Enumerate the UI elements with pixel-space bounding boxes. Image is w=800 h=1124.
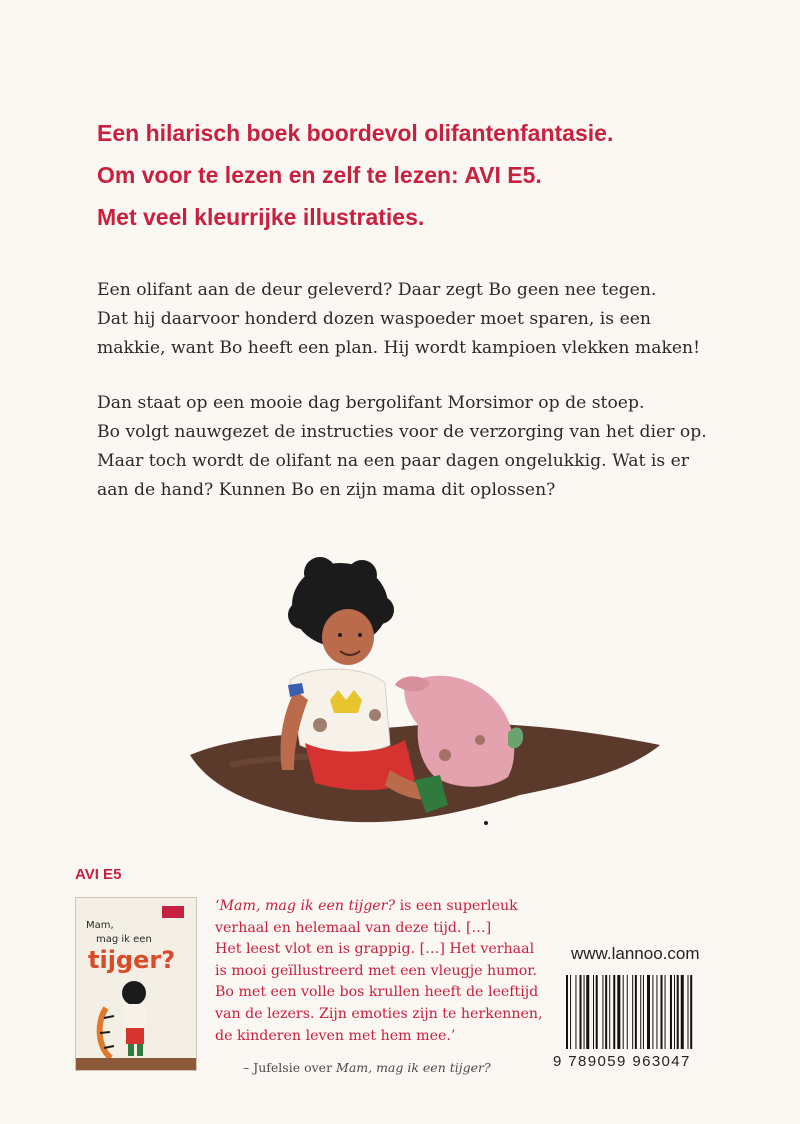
- blurb: [97, 276, 737, 531]
- review-book-title: Mam, mag ik een tijger?: [219, 898, 396, 914]
- open-quote: ‘: [215, 898, 220, 914]
- isbn-number: 9 789059 963047: [553, 1053, 691, 1070]
- review-line: is een superleuk: [395, 898, 518, 914]
- barcode-bar: [635, 975, 637, 1049]
- blurb-line: Dat hij daarvoor honderd dozen waspoeder moet sparen, is een: [97, 309, 651, 329]
- blurb-paragraph-2: [97, 389, 737, 505]
- review-line: de kinderen leven met hem mee.’: [215, 1027, 456, 1044]
- tagline-block: [97, 112, 613, 238]
- barcode-bar: [647, 975, 650, 1049]
- blurb-line: aan de hand? Kunnen Bo en zijn mama dit oplossen?: [97, 480, 556, 500]
- barcode-bar: [661, 975, 663, 1049]
- review-line: van de lezers. Zijn emoties zijn te herkennen,: [215, 1005, 543, 1022]
- barcode-bar: [566, 975, 568, 1049]
- review-line: is mooi geïllustreerd met een vleugje humor.: [215, 962, 538, 979]
- barcode-bar: [602, 975, 603, 1049]
- barcode-bar: [690, 975, 692, 1049]
- barcode-bar: [677, 975, 679, 1049]
- barcode-bar: [617, 975, 620, 1049]
- boy-and-elephant-illustration: [190, 555, 670, 845]
- barcode-bar: [593, 975, 594, 1049]
- isbn-barcode: [566, 975, 726, 1049]
- barcode-bar: [681, 975, 684, 1049]
- book-cover-thumbnail: [75, 897, 197, 1071]
- barcode-bar: [575, 975, 576, 1049]
- svg-text:Mam,: Mam,: [86, 920, 114, 931]
- review-quote: [215, 896, 555, 1079]
- barcode-bar: [570, 975, 571, 1049]
- barcode-bar: [627, 975, 628, 1049]
- barcode-bar: [632, 975, 633, 1049]
- barcode-bar: [665, 975, 666, 1049]
- barcode-bar: [609, 975, 610, 1049]
- barcode-bar: [623, 975, 624, 1049]
- barcode-bar: [688, 975, 689, 1049]
- review-line: Bo met een volle bos krullen heeft de leeftijd: [215, 984, 539, 1001]
- attribution-title: Mam, mag ik een tijger?: [336, 1060, 491, 1076]
- barcode-bar: [605, 975, 607, 1049]
- review-line: verhaal en helemaal van deze tijd. […]: [215, 919, 492, 936]
- publisher-website: www.lannoo.com: [571, 944, 700, 963]
- barcode-bar: [640, 975, 641, 1049]
- tagline-1: Een hilarisch boek boordevol olifantenfantasie.: [97, 120, 614, 146]
- tagline-2: Om voor te lezen en zelf te lezen: AVI E5.: [97, 162, 542, 188]
- review-text: [215, 896, 555, 1047]
- barcode-bar: [584, 975, 585, 1049]
- barcode-bar: [580, 975, 582, 1049]
- review-attribution: [215, 1057, 555, 1079]
- blurb-line: Bo volgt nauwgezet de instructies voor de verzorging van het dier op.: [97, 422, 707, 442]
- barcode-bar: [613, 975, 615, 1049]
- review-line: Het leest vlot en is grappig. […] Het verhaal: [215, 941, 535, 958]
- svg-text:mag ik een: mag ik een: [96, 934, 152, 945]
- barcode-bar: [674, 975, 675, 1049]
- barcode-bar: [670, 975, 672, 1049]
- avi-level-label: AVI E5: [75, 866, 122, 883]
- blurb-paragraph-1: [97, 276, 737, 363]
- barcode-bar: [596, 975, 598, 1049]
- blurb-line: Maar toch wordt de olifant na een paar dagen ongelukkig. Wat is er: [97, 451, 690, 471]
- barcode-bar: [652, 975, 653, 1049]
- attribution-prefix: – Jufelsie over: [243, 1060, 337, 1076]
- barcode-bar: [656, 975, 657, 1049]
- barcode-bar: [586, 975, 589, 1049]
- barcode-bar: [643, 975, 644, 1049]
- blurb-line: makkie, want Bo heeft een plan. Hij wordt kampioen vlekken maken!: [97, 338, 701, 358]
- svg-text:tijger?: tijger?: [88, 946, 176, 974]
- blurb-line: Een olifant aan de deur geleverd? Daar zegt Bo geen nee tegen.: [97, 280, 657, 300]
- tagline-3: Met veel kleurrijke illustraties.: [97, 204, 425, 230]
- blurb-line: Dan staat op een mooie dag bergolifant Morsimor op de stoep.: [97, 393, 645, 413]
